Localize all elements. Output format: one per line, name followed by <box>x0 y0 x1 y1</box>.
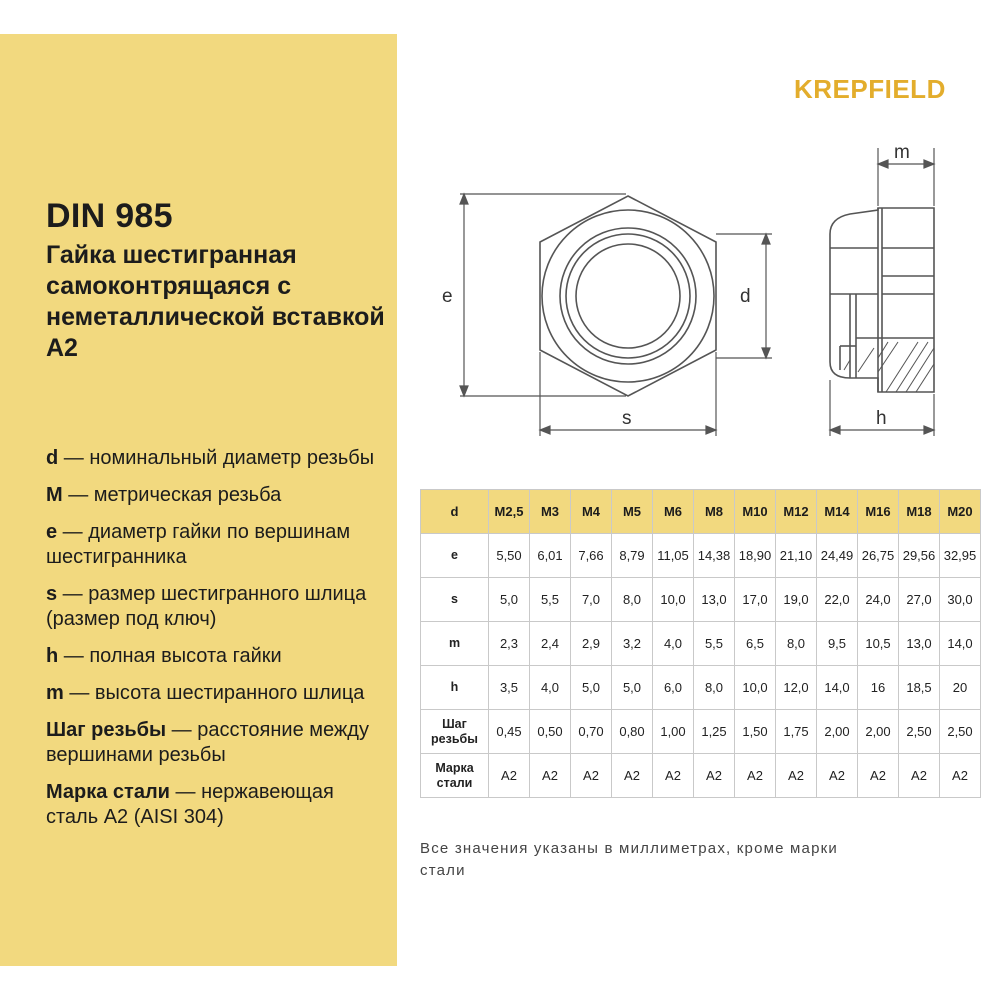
bore-circle <box>576 244 680 348</box>
table-cell: 12,0 <box>776 666 817 710</box>
table-cell: 1,75 <box>776 710 817 754</box>
table-cell: 17,0 <box>735 578 776 622</box>
table-cell: 6,5 <box>735 622 776 666</box>
dim-label-s: s <box>622 408 632 429</box>
table-cell: 2,9 <box>571 622 612 666</box>
hex-outline <box>586 200 718 384</box>
table-cell: 1,00 <box>653 710 694 754</box>
dim-label-m: m <box>894 142 910 163</box>
table-cell: A2 <box>735 754 776 798</box>
table-cell: 0,45 <box>489 710 530 754</box>
washer-face-circle <box>542 210 714 382</box>
table-cell: 7,0 <box>571 578 612 622</box>
table-cell: 8,79 <box>612 534 653 578</box>
product-name: Гайка шестигранная самоконтрящаяся с неметаллической вставкой А2 <box>46 241 385 362</box>
table-cell: 0,70 <box>571 710 612 754</box>
table-cell: 29,56 <box>899 534 940 578</box>
table-cell: 5,50 <box>489 534 530 578</box>
table-cell: 5,5 <box>530 578 571 622</box>
definition-term: M <box>46 484 63 506</box>
table-cell: 18,90 <box>735 534 776 578</box>
table-header-size: M14 <box>817 490 858 534</box>
definition-item <box>46 520 386 570</box>
definition-term: Марка стали <box>46 781 170 803</box>
table-cell: 24,0 <box>858 578 899 622</box>
dim-label-e: e <box>442 286 453 307</box>
definition-text: — расстояние между вершинами резьбы <box>46 719 369 766</box>
units-note: Все значения указаны в миллиметрах, кроме марки стали <box>420 840 838 879</box>
definition-text: — полная высота гайки <box>58 645 282 667</box>
insert-inner-circle <box>566 234 690 358</box>
table-cell: 30,0 <box>940 578 981 622</box>
table-cell: A2 <box>899 754 940 798</box>
definition-text: — размер шестигранного шлица (размер под ключ) <box>46 583 367 630</box>
table-cell: 14,38 <box>694 534 735 578</box>
definition-text: — метрическая резьба <box>62 484 282 506</box>
definition-term: Шаг резьбы <box>46 719 167 741</box>
table-cell: 4,0 <box>653 622 694 666</box>
table-header-size: M10 <box>735 490 776 534</box>
table-header-size: M12 <box>776 490 817 534</box>
brand-logo: KREPFIELD <box>794 74 946 104</box>
table-cell: 10,5 <box>858 622 899 666</box>
table-cell: 0,80 <box>612 710 653 754</box>
table-cell: A2 <box>858 754 899 798</box>
page-title: DIN 985 <box>46 197 173 235</box>
table-cell: 13,0 <box>694 578 735 622</box>
dimensions-table <box>420 489 981 798</box>
table-cell: 1,25 <box>694 710 735 754</box>
table-header-size: M2,5 <box>489 490 530 534</box>
table-cell: 26,75 <box>858 534 899 578</box>
table-cell: 1,50 <box>735 710 776 754</box>
table-cell: 11,05 <box>653 534 694 578</box>
table-header-size: M3 <box>530 490 571 534</box>
table-header-size: M6 <box>653 490 694 534</box>
definition-item <box>46 718 386 768</box>
table-cell: 2,50 <box>899 710 940 754</box>
definition-text: — нержавеющая сталь А2 (AISI 304) <box>46 781 334 828</box>
table-cell: 21,10 <box>776 534 817 578</box>
table-header-size: M18 <box>899 490 940 534</box>
nut-front-view <box>540 196 718 396</box>
table-cell: 8,0 <box>612 578 653 622</box>
table-cell: 10,0 <box>653 578 694 622</box>
table-cell: 2,00 <box>858 710 899 754</box>
table-row-label: Шаг резьбы <box>421 710 489 754</box>
table-cell: 0,50 <box>530 710 571 754</box>
table-cell: 2,4 <box>530 622 571 666</box>
table-row <box>421 622 981 666</box>
table-cell: 5,0 <box>612 666 653 710</box>
table-cell: 9,5 <box>817 622 858 666</box>
table-row-label: Марка стали <box>421 754 489 798</box>
table-header-size: M5 <box>612 490 653 534</box>
table-cell: 16 <box>858 666 899 710</box>
table-header-row <box>421 490 981 534</box>
nut-technical-drawing <box>400 130 960 450</box>
table-cell: 20 <box>940 666 981 710</box>
table-cell: 6,0 <box>653 666 694 710</box>
table-cell: 10,0 <box>735 666 776 710</box>
table-cell: 5,0 <box>489 578 530 622</box>
definition-item <box>46 780 386 830</box>
table-cell: A2 <box>694 754 735 798</box>
table-row <box>421 710 981 754</box>
table-cell: 8,0 <box>694 666 735 710</box>
definition-item <box>46 644 386 669</box>
definition-item <box>46 446 386 471</box>
table-cell: 7,66 <box>571 534 612 578</box>
table-cell: 2,3 <box>489 622 530 666</box>
table-cell: 18,5 <box>899 666 940 710</box>
nut-side-view <box>830 208 934 392</box>
table-row <box>421 666 981 710</box>
definition-text: — высота шестиранного шлица <box>63 682 365 704</box>
definition-item <box>46 483 386 508</box>
definition-term: e <box>46 521 58 543</box>
table-cell: 3,5 <box>489 666 530 710</box>
definition-item <box>46 681 386 706</box>
table-row <box>421 534 981 578</box>
info-panel <box>0 34 397 966</box>
table-cell: A2 <box>489 754 530 798</box>
definition-text: — диаметр гайки по вершинам шестигранника <box>46 521 351 568</box>
definition-term: s <box>46 583 58 605</box>
definition-term: d <box>46 447 59 469</box>
table-cell: A2 <box>776 754 817 798</box>
table-cell: 22,0 <box>817 578 858 622</box>
table-cell: 14,0 <box>817 666 858 710</box>
table-row <box>421 578 981 622</box>
title-block <box>46 196 386 364</box>
table-cell: A2 <box>817 754 858 798</box>
table-cell: 19,0 <box>776 578 817 622</box>
definition-term: m <box>46 682 64 704</box>
table-cell: A2 <box>530 754 571 798</box>
table-row-label: h <box>421 666 489 710</box>
table-cell: 3,2 <box>612 622 653 666</box>
table-cell: 2,00 <box>817 710 858 754</box>
table-header-size: M4 <box>571 490 612 534</box>
dim-label-h: h <box>876 408 887 429</box>
definition-item <box>46 582 386 632</box>
dim-label-d: d <box>740 286 751 307</box>
definition-term: h <box>46 645 59 667</box>
table-cell: 14,0 <box>940 622 981 666</box>
table-cell: 5,0 <box>571 666 612 710</box>
table-cell: 32,95 <box>940 534 981 578</box>
table-header-label: d <box>421 490 489 534</box>
table-row <box>421 754 981 798</box>
table-cell: A2 <box>571 754 612 798</box>
table-cell: 4,0 <box>530 666 571 710</box>
table-row-label: e <box>421 534 489 578</box>
definition-text: — номинальный диаметр резьбы <box>58 447 375 469</box>
table-cell: 5,5 <box>694 622 735 666</box>
table-cell: A2 <box>940 754 981 798</box>
table-header-size: M8 <box>694 490 735 534</box>
table-cell: A2 <box>653 754 694 798</box>
definitions-list <box>46 446 386 842</box>
side-hatching <box>844 342 934 392</box>
table-cell: 13,0 <box>899 622 940 666</box>
table-cell: 2,50 <box>940 710 981 754</box>
insert-outer-circle <box>560 228 696 364</box>
table-cell: 8,0 <box>776 622 817 666</box>
table-header-size: M20 <box>940 490 981 534</box>
table-cell: 27,0 <box>899 578 940 622</box>
table-cell: 6,01 <box>530 534 571 578</box>
table-row-label: s <box>421 578 489 622</box>
table-cell: 24,49 <box>817 534 858 578</box>
table-cell: A2 <box>612 754 653 798</box>
table-header-size: M16 <box>858 490 899 534</box>
table-row-label: m <box>421 622 489 666</box>
